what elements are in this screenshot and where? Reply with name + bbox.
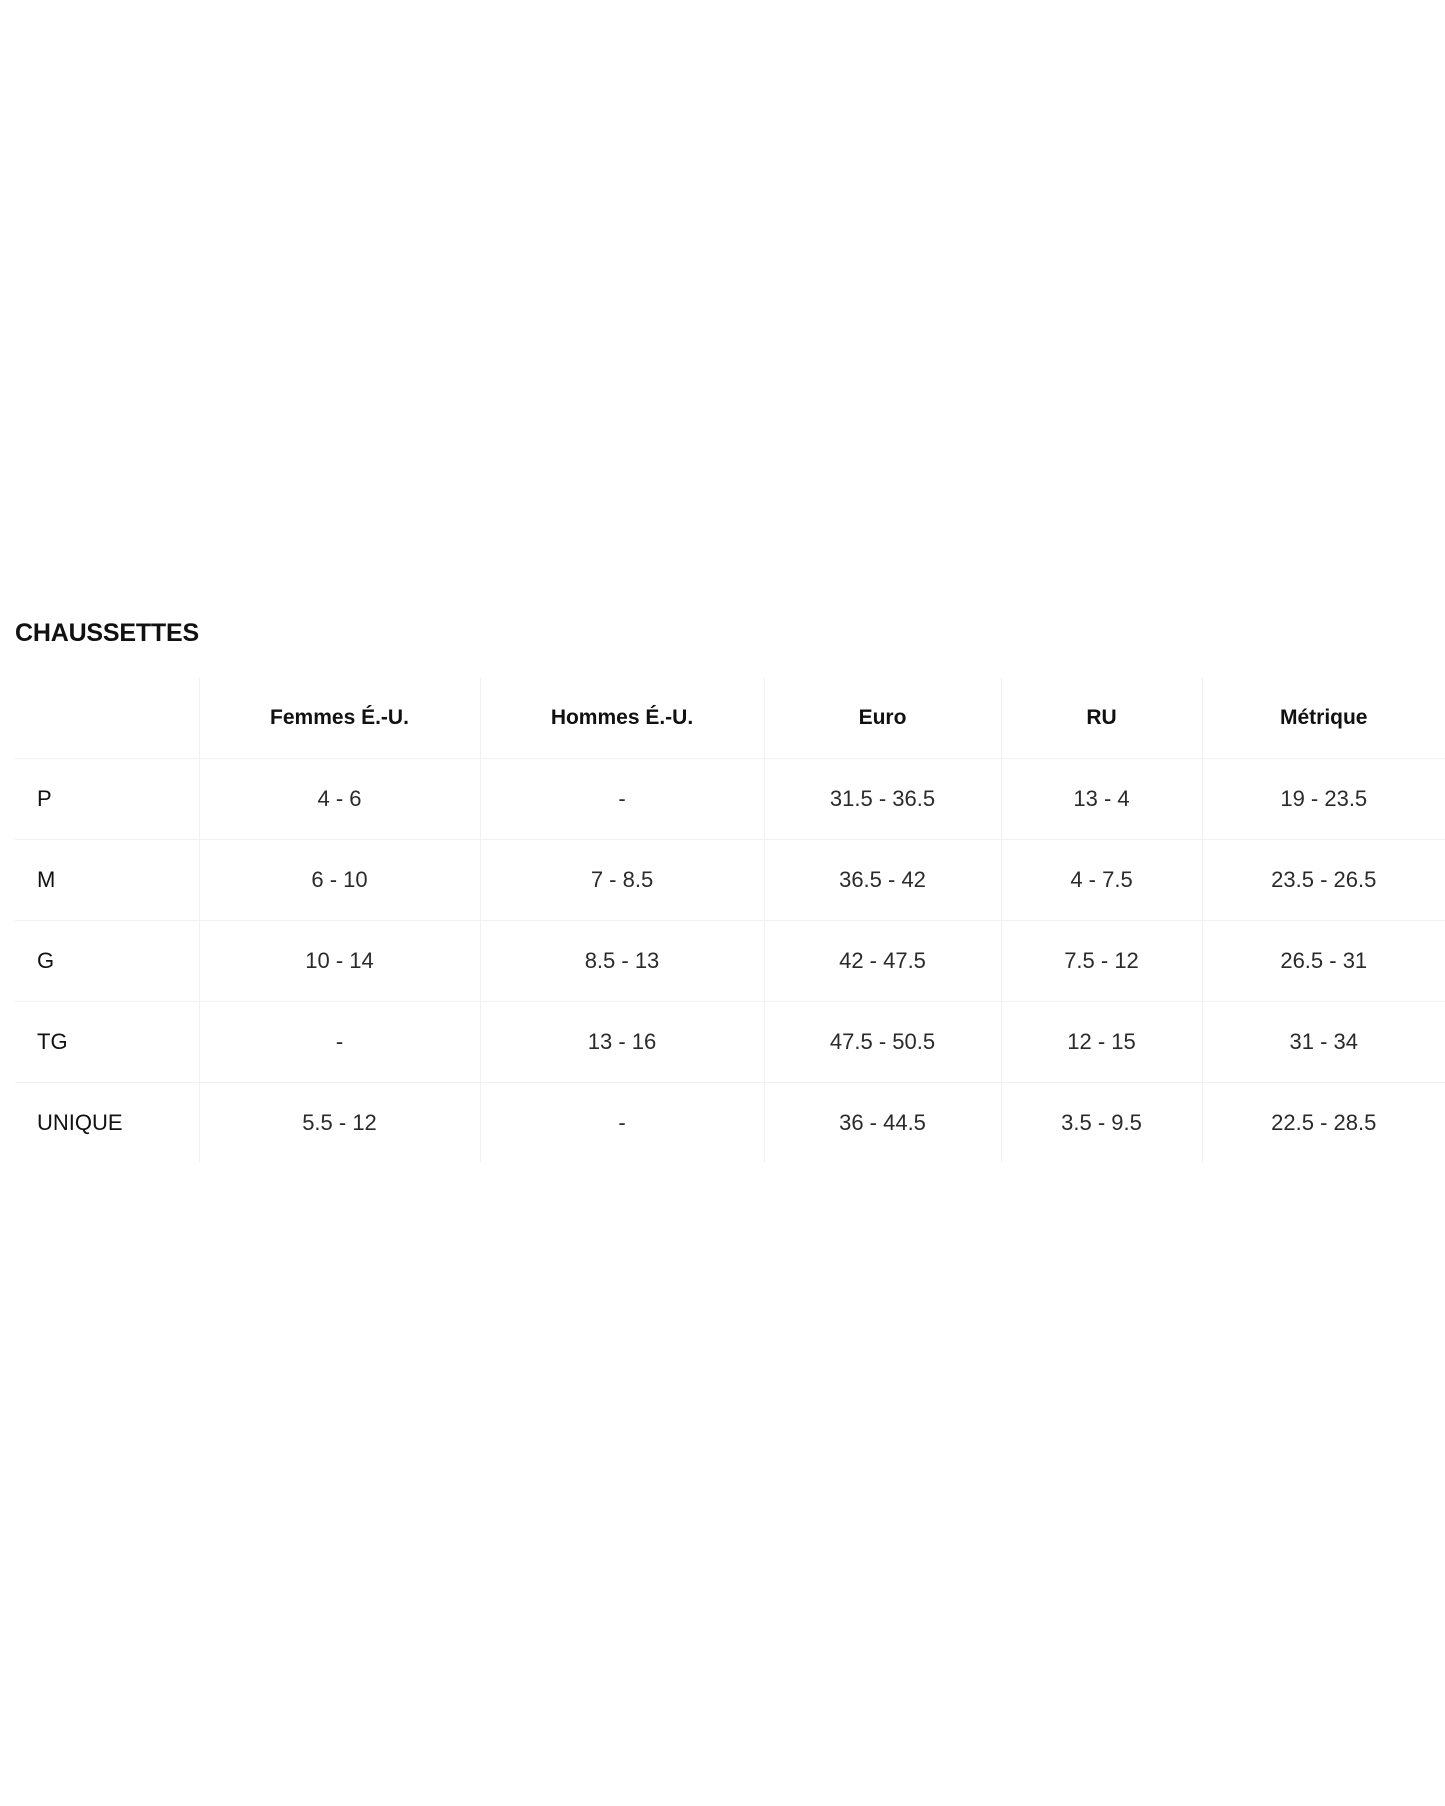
table-cell: 13 - 4 [1001, 759, 1202, 840]
table-cell: 10 - 14 [199, 921, 480, 1002]
table-cell: 31.5 - 36.5 [764, 759, 1001, 840]
table-row [15, 1083, 1445, 1164]
table-row [15, 840, 1445, 921]
table-cell: 4 - 6 [199, 759, 480, 840]
table-cell: 4 - 7.5 [1001, 840, 1202, 921]
table-cell: 47.5 - 50.5 [764, 1002, 1001, 1083]
table-row [15, 759, 1445, 840]
table-cell: 12 - 15 [1001, 1002, 1202, 1083]
header-femmes-us: Femmes É.-U. [199, 678, 480, 759]
table-cell: 36.5 - 42 [764, 840, 1001, 921]
table-cell: 7 - 8.5 [480, 840, 764, 921]
size-table [15, 678, 1445, 1163]
table-cell: 13 - 16 [480, 1002, 764, 1083]
header-metrique: Métrique [1202, 678, 1445, 759]
table-cell: - [199, 1002, 480, 1083]
header-corner [15, 678, 199, 759]
row-label: P [15, 759, 199, 840]
table-cell: 36 - 44.5 [764, 1083, 1001, 1164]
table-cell: 6 - 10 [199, 840, 480, 921]
table-cell: 42 - 47.5 [764, 921, 1001, 1002]
table-cell: 31 - 34 [1202, 1002, 1445, 1083]
header-ru: RU [1001, 678, 1202, 759]
table-cell: 3.5 - 9.5 [1001, 1083, 1202, 1164]
table-cell: - [480, 759, 764, 840]
table-cell: - [480, 1083, 764, 1164]
table-cell: 22.5 - 28.5 [1271, 1110, 1377, 1135]
table-cell: 8.5 - 13 [480, 921, 764, 1002]
table-cell: 26.5 - 31 [1202, 921, 1445, 1002]
row-label: TG [15, 1002, 199, 1083]
header-euro: Euro [764, 678, 1001, 759]
row-label: G [15, 921, 199, 1002]
table-row [15, 921, 1445, 1002]
table-cell: 19 - 23.5 [1202, 759, 1445, 840]
section-title: CHAUSSETTES [15, 619, 199, 647]
header-hommes-us: Hommes É.-U. [480, 678, 764, 759]
row-label: UNIQUE [15, 1083, 199, 1164]
table-cell: 7.5 - 12 [1001, 921, 1202, 1002]
row-label: M [15, 840, 199, 921]
table-row [15, 1002, 1445, 1083]
table-cell: 23.5 - 26.5 [1202, 840, 1445, 921]
table-cell: 5.5 - 12 [199, 1083, 480, 1164]
header-row [15, 678, 1445, 759]
